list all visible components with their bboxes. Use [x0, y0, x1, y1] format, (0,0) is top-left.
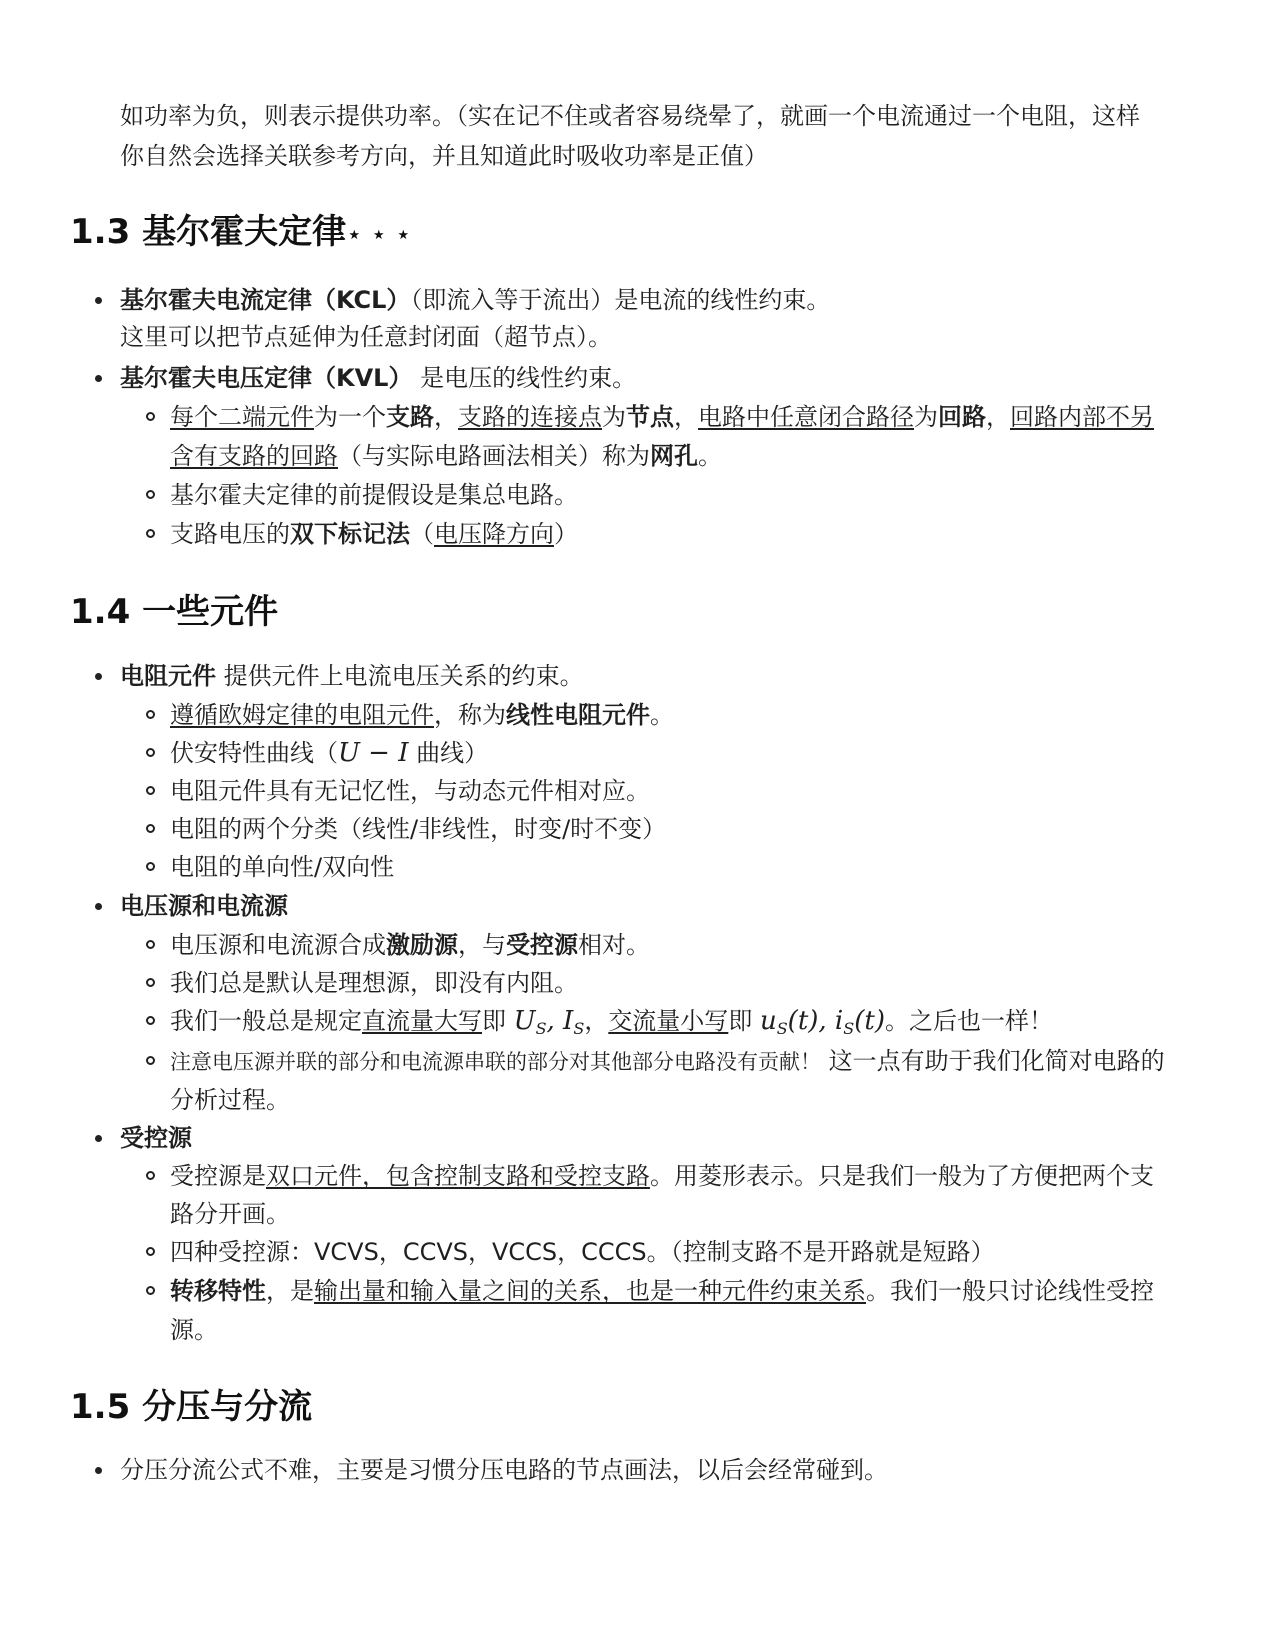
list-item-kcl-continuation: 这里可以把节点延伸为任意封闭面（超节点）。 — [120, 323, 612, 351]
star-rating-icon: ⋆ ⋆ ⋆ — [346, 220, 412, 250]
bullet-circle-icon — [146, 1286, 155, 1295]
sub-item-memoryless: 电阻元件具有无记忆性，与动态元件相对应。 — [0, 774, 1275, 808]
bullet-disc-icon — [95, 375, 102, 382]
sub-item-transfer-characteristic: 转移特性，是输出量和输入量之间的关系，也是一种元件约束关系。我们一般只讨论线性受控 — [0, 1274, 1275, 1308]
list-item-kvl: 基尔霍夫电压定律（KVL） 是电压的线性约束。 — [0, 361, 1275, 395]
sub-item-two-port: 受控源是双口元件，包含控制支路和受控支路。用菱形表示。只是我们一般为了方便把两个支 — [0, 1159, 1275, 1193]
sub-item-branch-definitions-continuation: 含有支路的回路（与实际电路画法相关）称为网孔。 — [170, 442, 722, 470]
list-item-kcl: 基尔霍夫电流定律（KCL）（即流入等于流出）是电流的线性约束。 — [0, 283, 1275, 317]
bullet-circle-icon — [146, 710, 155, 719]
bullet-circle-icon — [146, 1171, 155, 1180]
bullet-circle-icon — [146, 940, 155, 949]
sub-item-source-note: 注意电压源并联的部分和电流源串联的部分对其他部分电路没有贡献！ 这一点有助于我们化简对电路的 — [0, 1044, 1275, 1079]
bullet-circle-icon — [146, 786, 155, 795]
list-item-sources: 电压源和电流源 — [0, 889, 1275, 923]
bullet-circle-icon — [146, 748, 155, 757]
intro-line-1: 如功率为负，则表示提供功率。（实在记不住或者容易绕晕了，就画一个电流通过一个电阻，这样 — [120, 102, 1140, 130]
sub-item-directionality: 电阻的单向性/双向性 — [0, 850, 1275, 884]
section-title-1-5: 1.5 分压与分流 — [70, 1387, 313, 1427]
section-title-1-3: 1.3 基尔霍夫定律⋆ ⋆ ⋆ — [70, 212, 412, 252]
bullet-disc-icon — [95, 903, 102, 910]
sub-item-excitation-source: 电压源和电流源合成激励源，与受控源相对。 — [0, 928, 1275, 962]
bullet-disc-icon — [95, 297, 102, 304]
bullet-circle-icon — [146, 978, 155, 987]
bullet-circle-icon — [146, 1247, 155, 1256]
bullet-circle-icon — [146, 490, 155, 499]
bullet-circle-icon — [146, 862, 155, 871]
sub-item-lumped-circuit: 基尔霍夫定律的前提假设是集总电路。 — [0, 478, 1275, 512]
sub-item-four-types: 四种受控源：VCVS，CCVS，VCCS，CCCS。（控制支路不是开路就是短路） — [0, 1235, 1275, 1269]
sub-item-classification: 电阻的两个分类（线性/非线性，时变/时不变） — [0, 812, 1275, 846]
sub-item-two-port-continuation: 路分开画。 — [170, 1200, 290, 1228]
bullet-circle-icon — [146, 1056, 155, 1065]
sub-item-branch-definitions: 每个二端元件为一个支路，支路的连接点为节点，电路中任意闭合路径为回路，回路内部不另 — [0, 400, 1275, 434]
intro-line-2: 你自然会选择关联参考方向，并且知道此时吸收功率是正值） — [120, 142, 768, 170]
list-item-divider-formulas: 分压分流公式不难，主要是习惯分压电路的节点画法，以后会经常碰到。 — [0, 1453, 1275, 1487]
sub-item-vi-curve: 伏安特性曲线（U − I 曲线） — [0, 736, 1275, 770]
bullet-circle-icon — [146, 529, 155, 538]
sub-item-linear-resistor: 遵循欧姆定律的电阻元件，称为线性电阻元件。 — [0, 698, 1275, 732]
intro-paragraph — [120, 96, 1200, 176]
list-item-resistor: 电阻元件 提供元件上电流电压关系的约束。 — [0, 659, 1275, 693]
bullet-disc-icon — [95, 673, 102, 680]
list-item-controlled-source: 受控源 — [0, 1121, 1275, 1155]
sub-item-notation: 我们一般总是规定直流量大写即 $U_S$, $I_S$，交流量小写即 $u_S(t)$, $i_S(t)$。之后也一样！ — [0, 1004, 1275, 1046]
section-title-1-4: 1.4 一些元件 — [70, 592, 279, 632]
bullet-circle-icon — [146, 824, 155, 833]
bullet-disc-icon — [95, 1467, 102, 1474]
bullet-circle-icon — [146, 1016, 155, 1025]
sub-item-ideal-source: 我们总是默认是理想源，即没有内阻。 — [0, 966, 1275, 1000]
bullet-circle-icon — [146, 412, 155, 421]
sub-item-source-note-continuation: 分析过程。 — [170, 1086, 290, 1114]
sub-item-double-subscript: 支路电压的双下标记法（电压降方向） — [0, 517, 1275, 551]
sub-item-transfer-characteristic-continuation: 源。 — [170, 1316, 218, 1344]
bullet-disc-icon — [95, 1135, 102, 1142]
